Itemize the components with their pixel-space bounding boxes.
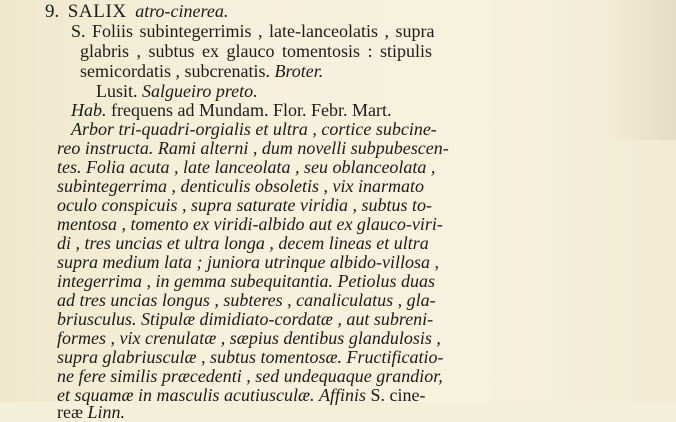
synonym-line-3: [80, 61, 323, 81]
affinis-author: Linn.: [87, 402, 126, 422]
description-line-7: di , tres uncias et ultra longa , decem lineas et ultra: [57, 233, 429, 253]
description-line-13: supra glabriusculæ , subtus tomentosæ. Fructificatio-: [57, 347, 444, 367]
synonym-author: Broter.: [274, 61, 324, 81]
description-line-2: reo instructa. Rami alterni , dum novelli subpubescen-: [57, 138, 449, 158]
description-line-1: Arbor tri-quadri-orgialis et ultra , cortice subcine-: [71, 119, 437, 139]
description-line-8: supra medium lata ; juniora utrinque albido-villosa ,: [57, 252, 439, 272]
species-name: atro-cinerea.: [135, 1, 229, 21]
synonym-line-1: S. Foliis subintegerrimis , late-lanceolatis , supra: [71, 21, 435, 41]
description-line-4: subintegerrima , denticulis obsoletis , vix inarmato: [57, 176, 424, 196]
affinis-genus: S. cine-: [370, 385, 426, 405]
synonym-line-3-text: semicordatis , subcrenatis.: [80, 61, 270, 81]
description-line-5: oculo conspicuis , supra saturate viridia , subtus to-: [57, 195, 432, 215]
hab-label: Hab.: [71, 100, 107, 120]
lusit-line: [96, 81, 258, 101]
entry-heading: [45, 1, 228, 22]
lusit-name: Salgueiro preto.: [142, 81, 258, 101]
description-line-11: briusculus. Stipulæ dimidiato-cordatæ , aut subreni-: [57, 309, 434, 329]
synonym-line-2: glabris , subtus ex glauco tomentosis : stipulis: [80, 41, 432, 61]
affinis-line: [57, 402, 125, 422]
affinis-label: Affinis: [319, 385, 367, 405]
affinis-rest: reæ: [57, 402, 83, 422]
entry-number: 9.: [45, 1, 60, 22]
genus-name: SALIX: [67, 1, 127, 22]
description-line-3: tes. Folia acuta , late lanceolata , seu oblanceolata ,: [57, 157, 436, 177]
description-line-15-text: et squamæ in masculis acutiusculæ.: [57, 385, 315, 405]
description-line-9: integerrima , in gemma subequitantia. Petiolus duas: [57, 271, 435, 291]
lusit-label: Lusit.: [96, 81, 138, 101]
description-line-10: ad tres uncias longus , subteres , canaliculatus , gla-: [57, 290, 436, 310]
hab-line: [71, 100, 391, 120]
description-line-14: ne fere similis præcedenti , sed undequaque grandior,: [57, 366, 443, 386]
description-line-6: mentosa , tomento ex viridi-albido aut ex glauco-viri-: [57, 214, 443, 234]
description-line-12: formes , vix crenulatæ , sæpius dentibus glandulosis ,: [57, 328, 441, 348]
hab-text: frequens ad Mundam. Flor. Febr. Mart.: [111, 100, 392, 120]
